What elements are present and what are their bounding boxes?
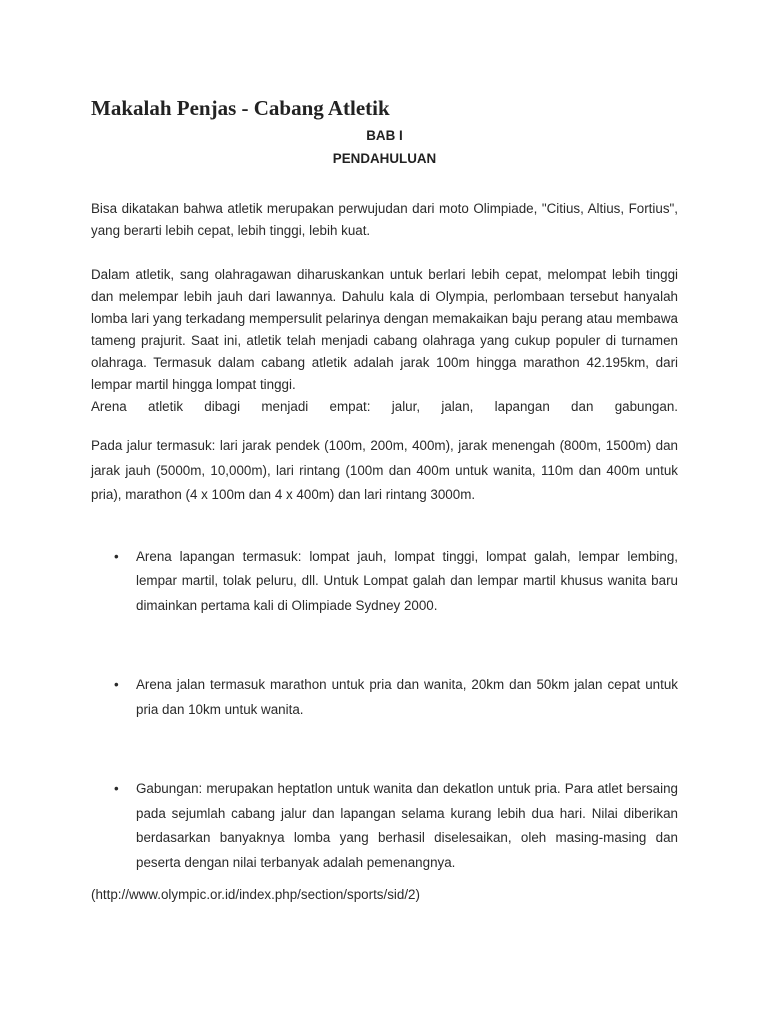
list-item	[91, 673, 678, 722]
list-item	[91, 545, 678, 619]
list-item	[91, 777, 678, 875]
chapter-title: PENDAHULUAN	[332, 151, 437, 166]
arena-list	[91, 545, 678, 876]
list-item-text: Arena lapangan termasuk: lompat jauh, lompat tinggi, lompat galah, lempar lembing, lempar martil, tolak peluru, dll. Untuk Lompat galah dan lempar martil khusus wanita baru dimainkan pertama kali di Olimpiade Sydney 2000.	[136, 548, 678, 613]
document-title: Makalah Penjas - Cabang Atletik	[91, 96, 390, 120]
list-item-text: Gabungan: merupakan heptatlon untuk wanita dan dekatlon untuk pria. Para atlet bersaing pada sejumlah cabang jalur dan lapangan selama kurang lebih dua hari. Nilai diberikan berdasarkan banyaknya lomba yang berhasil diselesaikan, oleh masing-masing dan peserta dengan nilai terbanyak adalah pemenangnya.	[136, 781, 678, 870]
bullet-icon: •	[114, 677, 119, 692]
paragraph-intro: Bisa dikatakan bahwa atletik merupakan perwujudan dari moto Olimpiade, "Citius, Altius, Fortius", yang berarti lebih cepat, lebih tinggi, lebih kuat.	[91, 201, 678, 238]
source-citation: (http://www.olympic.or.id/index.php/section/sports/sid/2)	[91, 887, 420, 902]
document-page	[91, 92, 678, 906]
bullet-icon: •	[114, 548, 119, 564]
bullet-icon: •	[114, 781, 119, 796]
paragraph-description: Dalam atletik, sang olahragawan diharuskankan untuk berlari lebih cepat, melompat lebih tinggi dan melempar lebih jauh dari lawannya. Dahulu kala di Olympia, perlombaan tersebut hanyalah lomba lari yang terkadang mempersulit pelarinya dengan memakaikan baju perang atau membawa tameng prajurit. Saat ini, atletik telah menjadi cabang olahraga yang cukup populer di turnamen olahraga. Termasuk dalam cabang atletik adalah jarak 100m hingga marathon 42.195km, dari lempar martil hingga lompat tinggi.	[91, 267, 678, 392]
paragraph-track: Pada jalur termasuk: lari jarak pendek (100m, 200m, 400m), jarak menengah (800m, 1500m) dan jarak jauh (5000m, 10,000m), lari rintang (100m dan 400m untuk wanita, 110m dan 400m untuk pria), marathon (4 x 100m dan 4 x 400m) dan lari rintang 3000m.	[91, 438, 678, 502]
paragraph-arena: Arena atletik dibagi menjadi empat: jalur, jalan, lapangan dan gabungan.	[91, 399, 678, 414]
list-item-text: Arena jalan termasuk marathon untuk pria dan wanita, 20km dan 50km jalan cepat untuk pria dan 10km untuk wanita.	[136, 677, 678, 717]
chapter-number: BAB I	[366, 128, 403, 143]
